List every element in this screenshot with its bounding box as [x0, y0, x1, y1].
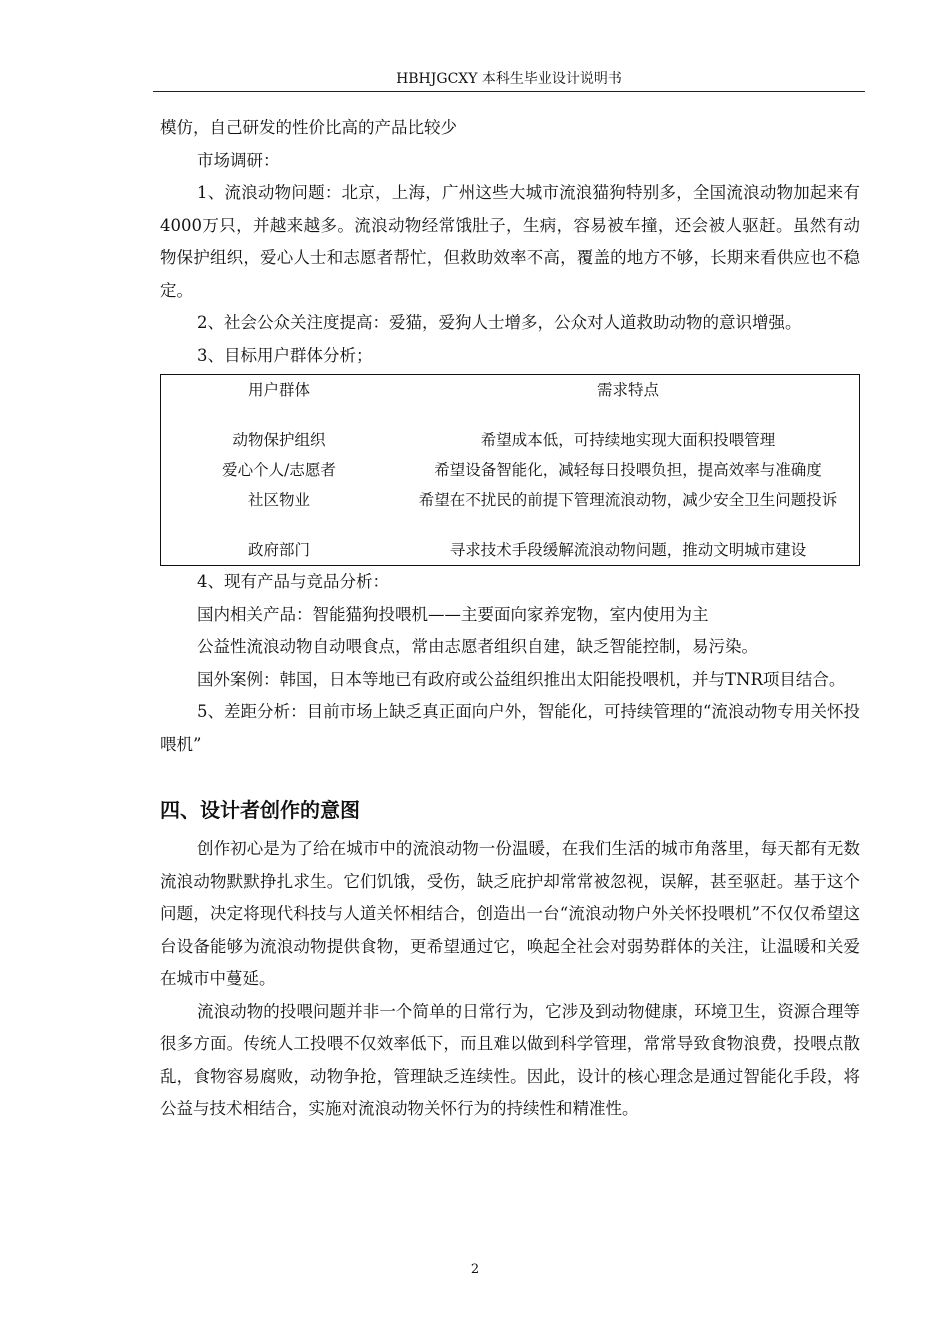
user-group-table [160, 374, 860, 566]
paragraph-gap-analysis: 5、差距分析：目前市场上缺乏真正面向户外，智能化，可持续管理的“流浪动物专用关怀投喂机” [160, 702, 860, 754]
paragraph-target-users: 3、目标用户群体分析； [197, 345, 373, 365]
paragraph-market-research: 市场调研： [197, 150, 280, 170]
table-row [161, 455, 860, 485]
paragraph-competitor-analysis: 4、现有产品与竞品分析： [197, 572, 389, 591]
page-number: 2 [470, 1262, 480, 1277]
paragraph-domestic-products: 国内相关产品：智能猫狗投喂机——主要面向家养宠物，室内使用为主 [197, 604, 709, 624]
table-cell: 爱心个人/志愿者 [222, 461, 336, 479]
table-row [161, 427, 860, 455]
paragraph-design-intent: 创作初心是为了给在城市中的流浪动物一份温暖，在我们生活的城市角落里，每天都有无数流浪动物默默挣扎求生。它们饥饿，受伤，缺乏庇护却常常被忽视，误解，甚至驱赶。基于这个问题，决定将现代科技与人道关怀相结合，创造出一台“流浪动物户外关怀投喂机”不仅仅希望这台设备能够为流浪动物提供食物，更希望通过它，唤起全社会对弱势群体的关注，让温暖和关爱在城市中蔓延。 [160, 839, 860, 988]
table-cell: 社区物业 [247, 491, 310, 509]
table-row [161, 535, 860, 566]
table-cell: 希望成本低，可持续地实现大面积投喂管理 [480, 431, 776, 449]
table-cell: 寻求技术手段缓解流浪动物问题，推动文明城市建设 [449, 541, 807, 559]
paragraph-feeding-problem: 流浪动物的投喂问题并非一个简单的日常行为，它涉及到动物健康，环境卫生，资源合理等很多方面。传统人工投喂不仅效率低下，而且难以做到科学管理，常常导致食物浪费，投喂点散乱，食物容易腐败，动物争抢，管理缺乏连续性。因此，设计的核心理念是通过智能化手段，将公益与技术相结合，实施对流浪动物关怀行为的持续性和精准性。 [160, 1001, 860, 1118]
paragraph-stray-animal-problem: 1、流浪动物问题：北京，上海，广州这些大城市流浪猫狗特别多，全国流浪动物加起来有4000万只，并越来越多。流浪动物经常饿肚子，生病，容易被车撞，还会被人驱赶。虽然有动物保护组织，爱心人士和志愿者帮忙，但救助效率不高，覆盖的地方不够，长期来看供应也不稳定。 [160, 183, 860, 300]
section-heading: 四、设计者创作的意图 [160, 798, 360, 822]
paragraph-foreign-cases: 国外案例：韩国，日本等地已有政府或公益组织推出太阳能投喂机，并与TNR项目结合。 [197, 669, 846, 689]
paragraph-public-attention: 2、社会公众关注度提高：爱猫，爱狗人士增多，公众对人道救助动物的意识增强。 [197, 313, 802, 332]
document-body [160, 112, 860, 1126]
table-header-cell: 用户群体 [247, 381, 310, 399]
table-row [161, 485, 860, 535]
table-header-cell: 需求特点 [596, 381, 659, 399]
table-cell: 动物保护组织 [232, 431, 326, 449]
paragraph-continuation: 模仿，自己研发的性价比高的产品比较少 [160, 118, 457, 137]
table-cell: 希望设备智能化，减轻每日投喂负担，提高效率与准确度 [434, 461, 822, 479]
table-cell: 政府部门 [247, 541, 310, 559]
page-header: HBHJGCXY 本科生毕业设计说明书 [396, 71, 622, 87]
table-cell: 希望在不扰民的前提下管理流浪动物，减少安全卫生问题投诉 [418, 491, 838, 509]
header-divider [153, 91, 865, 92]
paragraph-public-feeding-points: 公益性流浪动物自动喂食点，常由志愿者组织自建，缺乏智能控制，易污染。 [197, 637, 758, 656]
table-header-row [161, 375, 860, 428]
